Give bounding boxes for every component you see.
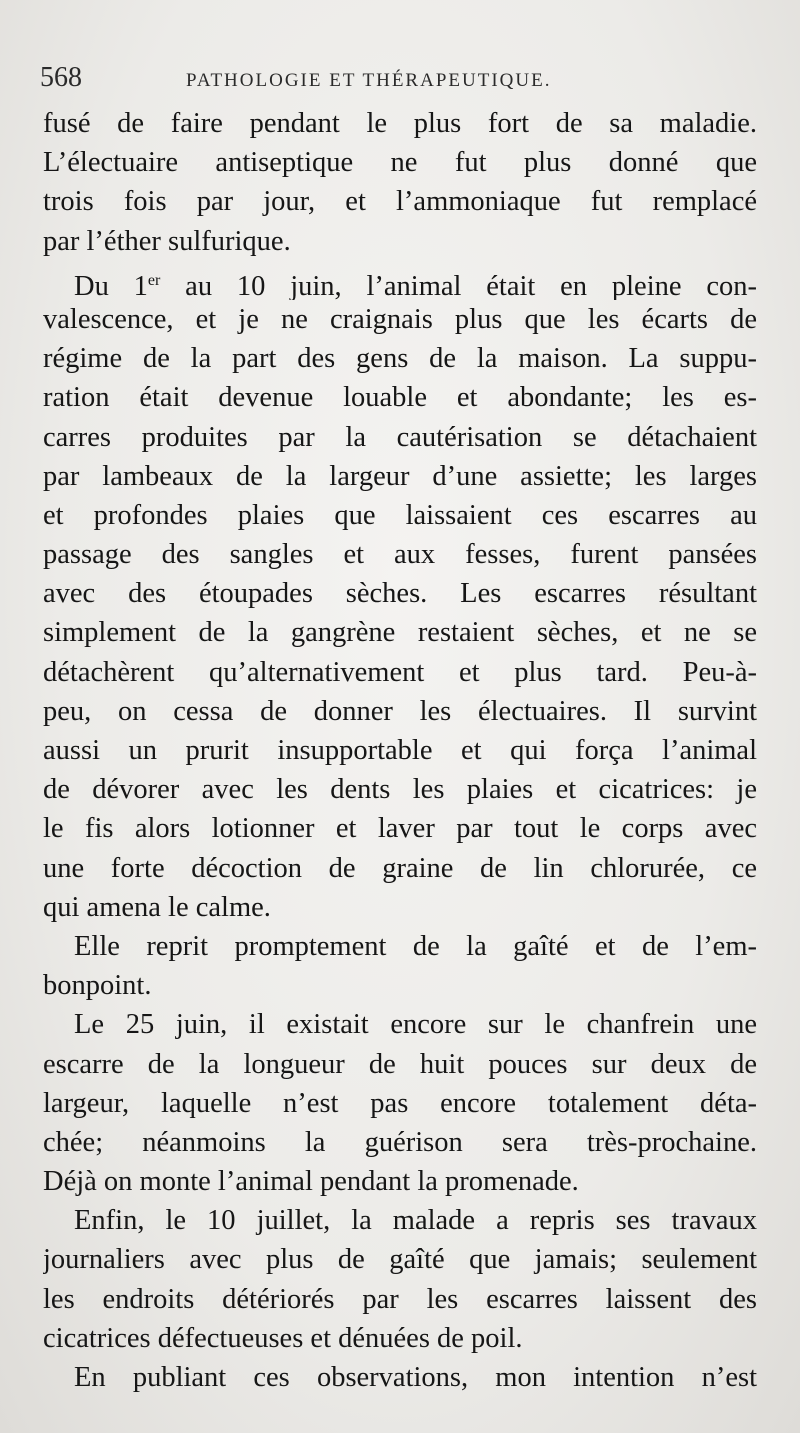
text-line: Déjà on monte l’animal pendant la promenade. — [43, 1166, 579, 1198]
text-line: carres produites par la cautérisation se détachaient — [43, 421, 757, 453]
text-line: les endroits détériorés par les escarres laissent des — [43, 1283, 757, 1315]
text-line: cicatrices défectueuses et dénuées de poil. — [43, 1322, 523, 1354]
text-line: une forte décoction de graine de lin chlorurée, ce — [43, 852, 757, 884]
text-line: chée; néanmoins la guérison sera très-prochaine. — [43, 1126, 757, 1158]
text-line: L’électuaire antiseptique ne fut plus donné que — [43, 147, 757, 179]
text-line: qui amena le calme. — [43, 891, 271, 923]
text-line: Enfin, le 10 juillet, la malade a repris ses travaux — [74, 1205, 757, 1237]
text-line: ration était devenue louable et abondante; les es- — [43, 382, 757, 414]
text-line: fusé de faire pendant le plus fort de sa maladie. — [43, 108, 757, 139]
text-line: de dévorer avec les dents les plaies et cicatrices: je — [43, 774, 757, 806]
text-line: régime de la part des gens de la maison. La suppu- — [43, 343, 757, 375]
running-head: PATHOLOGIE ET THÉRAPEUTIQUE. — [186, 70, 552, 91]
text-line: peu, on cessa de donner les électuaires. Il survint — [43, 695, 757, 727]
page-header — [40, 62, 760, 102]
page-number: 568 — [40, 62, 82, 93]
text-line: En publiant ces observations, mon intention n’est — [74, 1362, 757, 1393]
text-line: et profondes plaies que laissaient ces escarres au — [43, 499, 757, 531]
text-line: détachèrent qu’alternativement et plus tard. Peu-à- — [43, 656, 757, 688]
text-line: Elle reprit promptement de la gaîté et de l’em- — [74, 930, 757, 962]
text-line: avec des étoupades sèches. Les escarres résultant — [43, 578, 757, 610]
text-line: journaliers avec plus de gaîté que jamais; seulement — [43, 1244, 757, 1276]
text-line: Du 1er au 10 juin, l’animal était en pleine con- — [74, 270, 757, 300]
text-line: aussi un prurit insupportable et qui força l’animal — [43, 735, 757, 766]
text-line: bonpoint. — [43, 970, 152, 1002]
text-line: Le 25 juin, il existait encore sur le chanfrein une — [74, 1009, 757, 1041]
text-line: par lambeaux de la largeur d’une assiette; les larges — [43, 460, 757, 492]
text-line: escarre de la longueur de huit pouces sur deux de — [43, 1048, 757, 1080]
text-line: valescence, et je ne craignais plus que les écarts de — [43, 303, 757, 335]
text-line: passage des sangles et aux fesses, furent pansées — [43, 539, 757, 571]
text-line: trois fois par jour, et l’ammoniaque fut remplacé — [43, 186, 757, 218]
text-line: simplement de la gangrène restaient sèches, et ne se — [43, 617, 757, 649]
body-text — [43, 104, 757, 1397]
text-line: par l’éther sulfurique. — [43, 225, 291, 257]
text-line: largeur, laquelle n’est pas encore totalement déta- — [43, 1087, 757, 1119]
text-line: le fis alors lotionner et laver par tout le corps avec — [43, 813, 757, 845]
